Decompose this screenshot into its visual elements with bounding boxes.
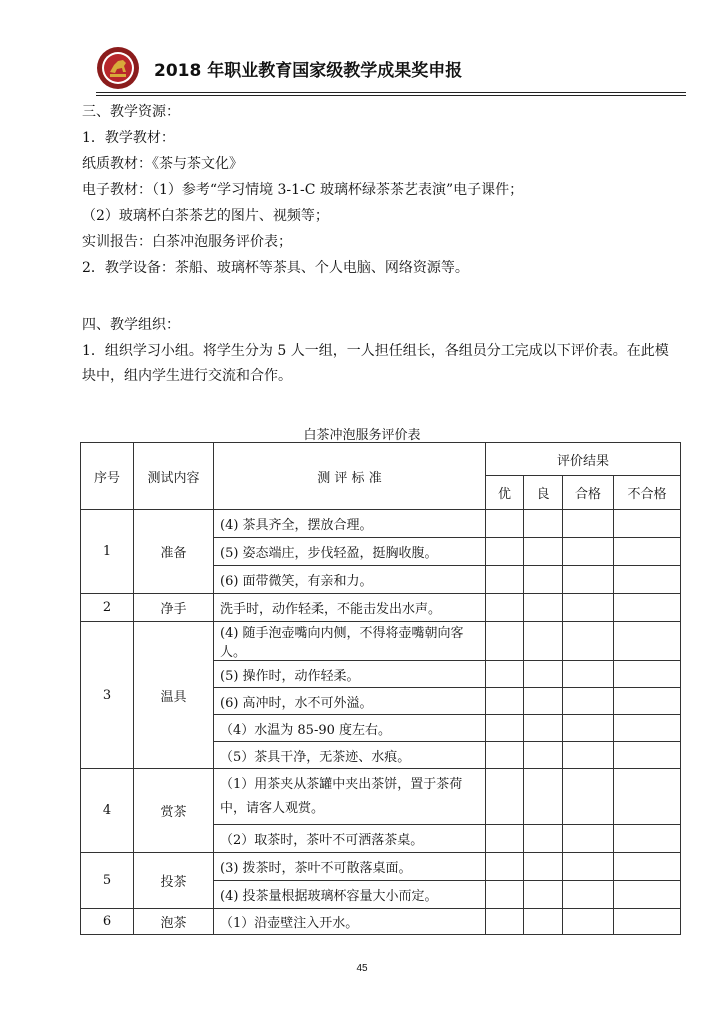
score-cell[interactable] [486,661,524,688]
electronic-material: 电子教材：（1）参考“学习情境 3-1-C 玻璃杯绿茶茶艺表演”电子课件； [82,182,524,198]
evaluation-table [80,442,681,935]
row-no: 6 [81,909,134,935]
score-cell[interactable] [563,715,614,742]
score-cell[interactable] [563,510,614,538]
row-standard: (6) 高冲时，水不可外溢。 [214,688,486,715]
header-standard: 测 评 标 准 [214,443,486,510]
score-cell[interactable] [524,881,563,909]
score-cell[interactable] [563,594,614,622]
section-4-heading: 四、教学组织： [82,317,180,333]
score-cell[interactable] [524,661,563,688]
table-title: 白茶冲泡服务评价表 [303,428,421,443]
table-row [81,510,681,538]
score-cell[interactable] [563,688,614,715]
score-cell[interactable] [524,715,563,742]
score-cell[interactable] [524,853,563,881]
score-cell[interactable] [524,538,563,566]
score-cell[interactable] [486,566,524,594]
score-cell[interactable] [524,742,563,769]
header-excellent: 优 [486,476,524,510]
score-cell[interactable] [563,769,614,825]
table-row [81,769,681,825]
row-standard: (6) 面带微笑，有亲和力。 [214,566,486,594]
row-no: 1 [81,510,134,594]
score-cell[interactable] [614,661,681,688]
score-cell[interactable] [563,538,614,566]
row-no: 5 [81,853,134,909]
score-cell[interactable] [524,510,563,538]
section-3-item-1: 1．教学教材： [82,130,175,146]
score-cell[interactable] [524,769,563,825]
score-cell[interactable] [563,742,614,769]
row-content: 净手 [134,594,214,622]
row-standard: (5) 姿态端庄，步伐轻盈，挺胸收腹。 [214,538,486,566]
row-no: 4 [81,769,134,853]
header-good: 良 [524,476,563,510]
score-cell[interactable] [486,881,524,909]
row-no: 3 [81,622,134,769]
header-no: 序号 [81,443,134,510]
score-cell[interactable] [486,622,524,661]
score-cell[interactable] [563,909,614,935]
section-3-heading: 三、教学资源： [82,104,180,120]
score-cell[interactable] [614,538,681,566]
score-cell[interactable] [614,510,681,538]
score-cell[interactable] [486,510,524,538]
electronic-material-2: （2）玻璃杯白茶茶艺的图片、视频等； [82,208,329,224]
page-number: 45 [356,963,368,974]
score-cell[interactable] [524,688,563,715]
score-cell[interactable] [486,688,524,715]
score-cell[interactable] [614,566,681,594]
page-header [96,46,686,90]
row-standard: （1）沿壶壁注入开水。 [214,909,486,935]
score-cell[interactable] [486,715,524,742]
row-standard: (3) 拨茶时，茶叶不可散落桌面。 [214,853,486,881]
score-cell[interactable] [614,594,681,622]
score-cell[interactable] [614,909,681,935]
row-standard: （4）水温为 85-90 度左右。 [214,715,486,742]
header-result: 评价结果 [486,443,681,476]
score-cell[interactable] [563,881,614,909]
score-cell[interactable] [614,769,681,825]
score-cell[interactable] [524,594,563,622]
header-rule-top [96,92,686,93]
table-row [81,594,681,622]
score-cell[interactable] [563,853,614,881]
score-cell[interactable] [486,742,524,769]
row-content: 投茶 [134,853,214,909]
row-content: 温具 [134,622,214,769]
score-cell[interactable] [563,661,614,688]
score-cell[interactable] [486,825,524,853]
score-cell[interactable] [486,853,524,881]
header-rule-bottom [96,95,686,96]
score-cell[interactable] [614,742,681,769]
table-row [81,909,681,935]
row-content: 准备 [134,510,214,594]
row-standard: 洗手时，动作轻柔，不能击发出水声。 [214,594,486,622]
score-cell[interactable] [524,622,563,661]
row-standard: （2）取茶时，茶叶不可洒落茶桌。 [214,825,486,853]
row-standard: (4) 茶具齐全，摆放合理。 [214,510,486,538]
section-3-item-2: 2．教学设备：茶船、玻璃杯等茶具、个人电脑、网络资源等。 [82,260,469,276]
score-cell[interactable] [486,769,524,825]
row-standard: (4) 随手泡壶嘴向内侧，不得将壶嘴朝向客人。 [214,622,486,661]
paper-material: 纸质教材：《茶与茶文化》 [82,156,243,172]
score-cell[interactable] [486,538,524,566]
row-standard: (5) 操作时，动作轻柔。 [214,661,486,688]
score-cell[interactable] [563,622,614,661]
score-cell[interactable] [614,825,681,853]
table-header-row [81,443,681,476]
score-cell[interactable] [614,622,681,661]
row-standard: （1）用茶夹从茶罐中夹出茶饼，置于茶荷中，请客人观赏。 [214,769,486,825]
score-cell[interactable] [614,688,681,715]
section-4-item-1: 1．组织学习小组。将学生分为 5 人一组，一人担任组长，各组员分工完成以下评价表。在此模块中，组内学生进行交流和合作。 [82,343,669,384]
school-logo-icon [96,46,140,90]
table-row [81,853,681,881]
score-cell[interactable] [524,909,563,935]
score-cell[interactable] [486,594,524,622]
score-cell[interactable] [524,825,563,853]
header-pass: 合格 [563,476,614,510]
score-cell[interactable] [614,715,681,742]
score-cell[interactable] [563,825,614,853]
row-no: 2 [81,594,134,622]
table-row [81,622,681,661]
row-content: 赏茶 [134,769,214,853]
score-cell[interactable] [524,566,563,594]
header-fail: 不合格 [614,476,681,510]
training-report: 实训报告：白茶冲泡服务评价表； [82,234,292,250]
row-standard: (4) 投茶量根据玻璃杯容量大小而定。 [214,881,486,909]
row-standard: （5）茶具干净，无茶迹、水痕。 [214,742,486,769]
score-cell[interactable] [614,881,681,909]
document-title: 2018 年职业教育国家级教学成果奖申报 [154,61,463,81]
score-cell[interactable] [486,909,524,935]
score-cell[interactable] [563,566,614,594]
header-content: 测试内容 [134,443,214,510]
score-cell[interactable] [614,853,681,881]
row-content: 泡茶 [134,909,214,935]
